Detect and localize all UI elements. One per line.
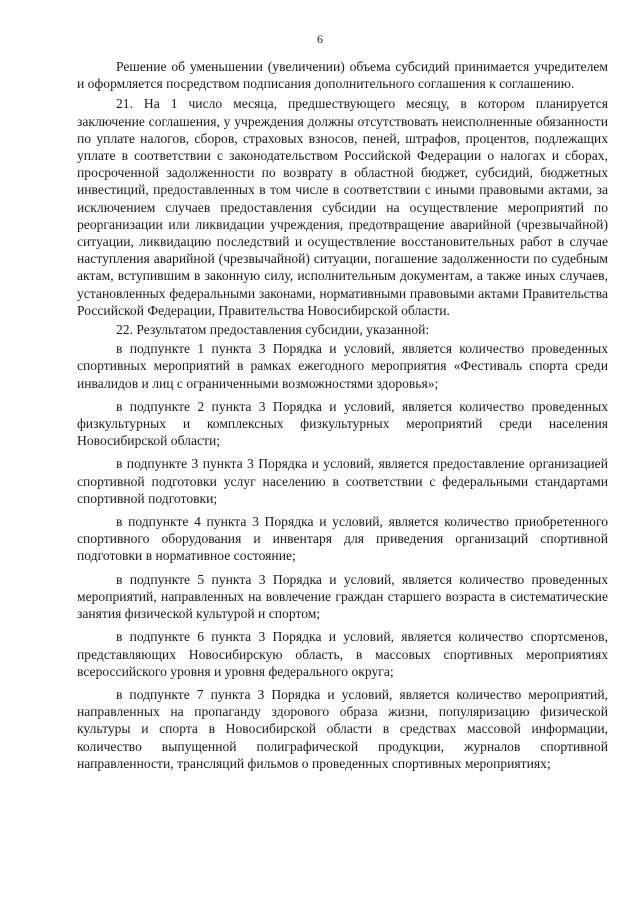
paragraph-subitem-1: в подпункте 1 пункта 3 Порядка и условий, является количество проведенных спортивных мероприятий в рамках ежегодного мероприятия «Фестиваль спорта среди инвалидов и лиц с ограниченными возможностями здоровья»; — [77, 341, 608, 391]
paragraph-21-no-debts: 21. На 1 число месяца, предшествующего месяцу, в котором планируется заключение соглашения, у учреждения должны отсутствовать неисполненные обязанности по уплате налогов, сборов, страховых взносов, пеней, штрафов, процентов, подлежащих уплате в соответствии с законодательством Российской Федерации о налогах и сборах, просроченной задолженности по возврату в областной бюджет, субсидий, бюджетных инвестиций, предоставленных в том числе в соответствии с иными правовыми актами, за исключением случаев предоставления субсидии на осуществление мероприятий по реорганизации или ликвидации учреждения, предотвращение аварийной (чрезвычайной) ситуации, ликвидацию последствий и осуществление восстановительных работ в случае наступления аварийной (чрезвычайной) ситуации, погашение задолженности по судебным актам, вступившим в законную силу, исполнительным документам, а также иных случаев, установленных федеральными законами, нормативными правовыми актами Правительства Российской Федерации, Правительства Новосибирской области. — [77, 96, 608, 318]
document-body — [77, 58, 608, 772]
paragraph-22-result-intro: 22. Результатом предоставления субсидии, указанной: — [116, 322, 430, 338]
paragraph-subitem-3: в подпункте 3 пункта 3 Порядка и условий, является предоставление организацией спортивной подготовки услуг населению в соответствии с федеральными стандартами спортивной подготовки; — [77, 456, 608, 506]
paragraph-subitem-5: в подпункте 5 пункта 3 Порядка и условий, является количество проведенных мероприятий, направленных на вовлечение граждан старшего возраста в систематические занятия физической культурой и спортом; — [77, 571, 608, 622]
paragraph-subsidy-volume-change: Решение об уменьшении (увеличении) объема субсидий принимается учредителем и оформляется посредством подписания дополнительного соглашения к соглашению. — [77, 59, 608, 92]
paragraph-subitem-6: в подпункте 6 пункта 3 Порядка и условий, является количество спортсменов, представляющих Новосибирскую область, в массовых спортивных мероприятиях всероссийского уровня и уровня федерального округа; — [77, 629, 608, 679]
paragraph-subitem-2: в подпункте 2 пункта 3 Порядка и условий, является количество проведенных физкультурных и комплексных физкультурных мероприятий среди населения Новосибирской области; — [77, 398, 608, 449]
page-number: 6 — [317, 32, 323, 46]
paragraph-subitem-4: в подпункте 4 пункта 3 Порядка и условий, является количество приобретенного спортивного оборудования и инвентаря для приведения организаций спортивной подготовки в нормативное состояние; — [77, 514, 608, 564]
paragraph-subitem-7: в подпункте 7 пункта 3 Порядка и условий, является количество мероприятий, направленных на пропаганду здорового образа жизни, популяризацию физической культуры и спорта в Новосибирской области в средствах массовой информации, количество выпущенной полиграфической продукции, журналов спортивной направленности, трансляций фильмов о проведенных спортивных мероприятиях; — [77, 686, 608, 771]
